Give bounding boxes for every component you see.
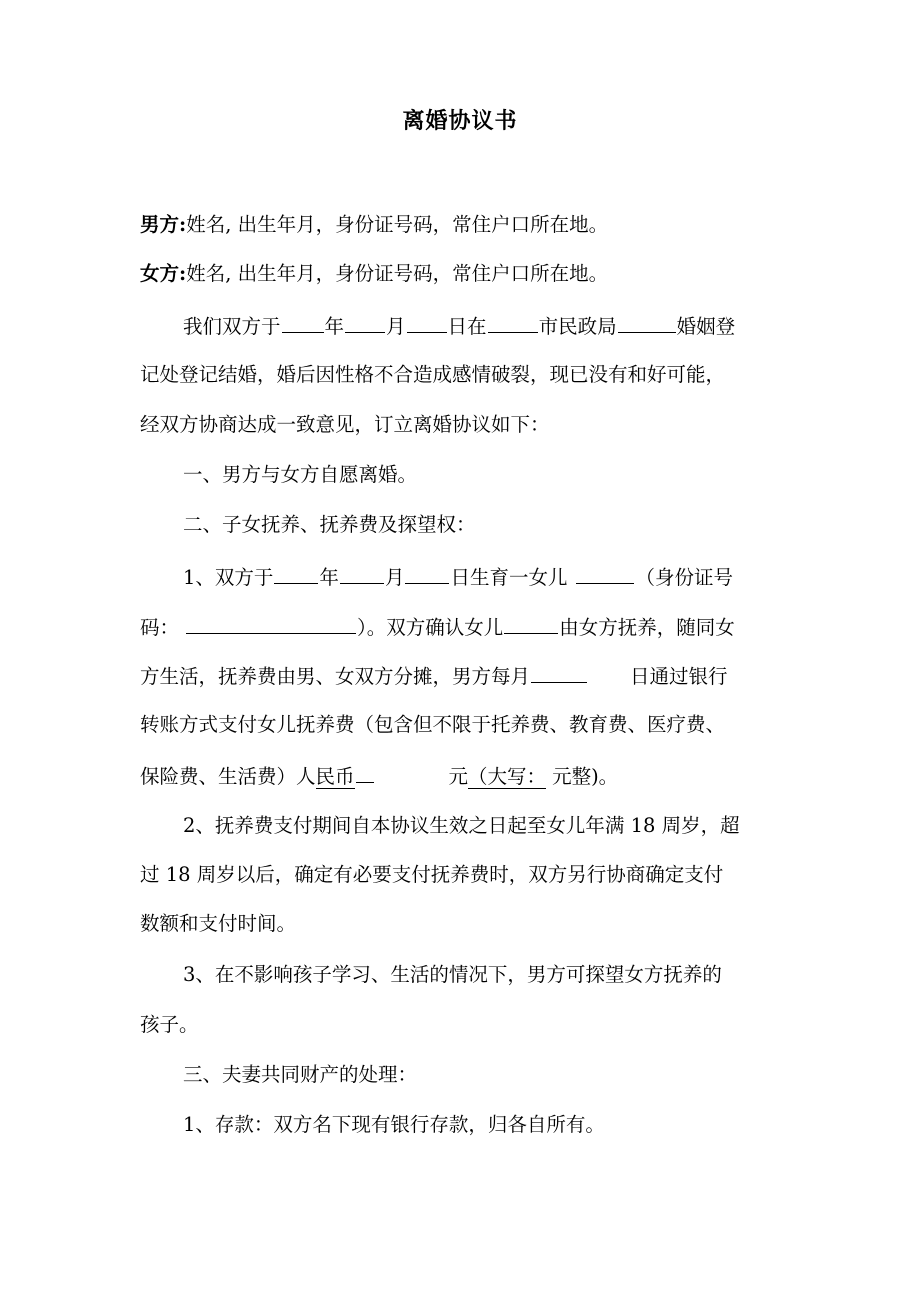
item-2-1-line-3 [140,660,800,692]
item-3-1: 1、存款：双方名下现有银行存款，归各自所有。 [183,1113,605,1136]
female-label: 女方: [140,262,187,285]
item-2-1-text-b3: 由女方抚养，随同女 [559,616,735,639]
male-label: 男方: [140,213,187,236]
birth-day-blank [405,561,449,584]
item-2-1-text-a1: 1、双方于 [183,566,274,589]
item-2-2-line-1: 2、抚养费支付期间自本协议生效之日起至女儿年满 18 周岁，超 [183,814,740,837]
section-1: 一、男方与女方自愿离婚。 [183,463,418,486]
item-2-1-text-a4: 日生育一女儿 [450,566,568,589]
item-2-1-text-b2: ）。双方确认女儿 [357,616,504,639]
amount-in-words-label: （大写： [468,765,547,788]
document-title: 离婚协议书 [402,108,518,134]
intro-text-2: 年 [324,315,345,338]
item-2-2-line-3: 数额和支付时间。 [140,912,297,935]
item-2-3-line-1: 3、在不影响孩子学习、生活的情况下，男方可探望女方抚养的 [183,963,722,986]
item-2-1-line-1 [183,561,803,593]
intro-line-3: 经双方协商达成一致意见，订立离婚协议如下： [140,413,550,436]
item-2-1-line-5 [140,760,800,792]
item-2-1-text-e1: 保险费、生活费）人 [140,765,316,788]
male-text: 姓名, 出生年月，身份证号码，常住户口所在地。 [186,213,609,236]
id-number-blank [186,611,356,634]
intro-text-3: 月 [386,315,406,338]
intro-text-5: 市民政局 [538,315,617,338]
month-blank [345,310,385,333]
section-2-heading: 二、子女抚养、抚养费及探望权： [183,513,476,536]
item-2-3-line-2: 孩子。 [140,1013,199,1036]
item-2-1-text-a3: 月 [384,566,405,589]
intro-line-1 [183,310,803,342]
birth-year-blank [274,561,318,584]
female-text: 姓名, 出生年月，身份证号码，常住户口所在地。 [186,262,609,285]
intro-line-2: 记处登记结婚，婚后因性格不合造成感情破裂，现已没有和好可能， [140,363,726,386]
item-2-1-text-c1: 方生活，抚养费由男、女双方分摊，男方每月 [140,665,531,688]
year-blank [282,310,324,333]
intro-text-1: 我们双方于 [183,315,281,338]
day-blank [407,310,447,333]
office-blank [618,310,676,333]
item-2-1-text-c2: 日通过银行 [630,665,728,688]
intro-text-6: 婚姻登 [676,315,736,338]
payment-day-blank [531,660,587,683]
amount-blank-start [356,760,374,783]
female-party-line [140,259,800,289]
item-2-1-text-a5: （身份证号 [635,566,733,589]
daughter-name-blank [576,561,634,584]
section-3-heading: 三、夫妻共同财产的处理： [183,1063,418,1086]
item-2-2-line-2: 过 18 周岁以后，确定有必要支付抚养费时，双方另行协商确定支付 [140,863,724,886]
item-2-1-text-e3: 元 [448,765,469,788]
city-blank [488,310,538,333]
item-2-1-line-2 [140,611,800,643]
intro-text-4: 日在 [447,315,487,338]
item-2-1-line-4: 转账方式支付女儿抚养费（包含但不限于托养费、教育费、医疗费、 [140,713,726,736]
item-2-1-text-a2: 年 [319,566,339,589]
daughter-name-blank-2 [504,611,558,634]
item-2-1-text-e5: 元整)。 [552,765,619,788]
currency-label: 民币 [315,765,355,788]
birth-month-blank [340,561,384,584]
item-2-1-text-b1: 码： [140,616,180,639]
male-party-line [140,210,800,240]
